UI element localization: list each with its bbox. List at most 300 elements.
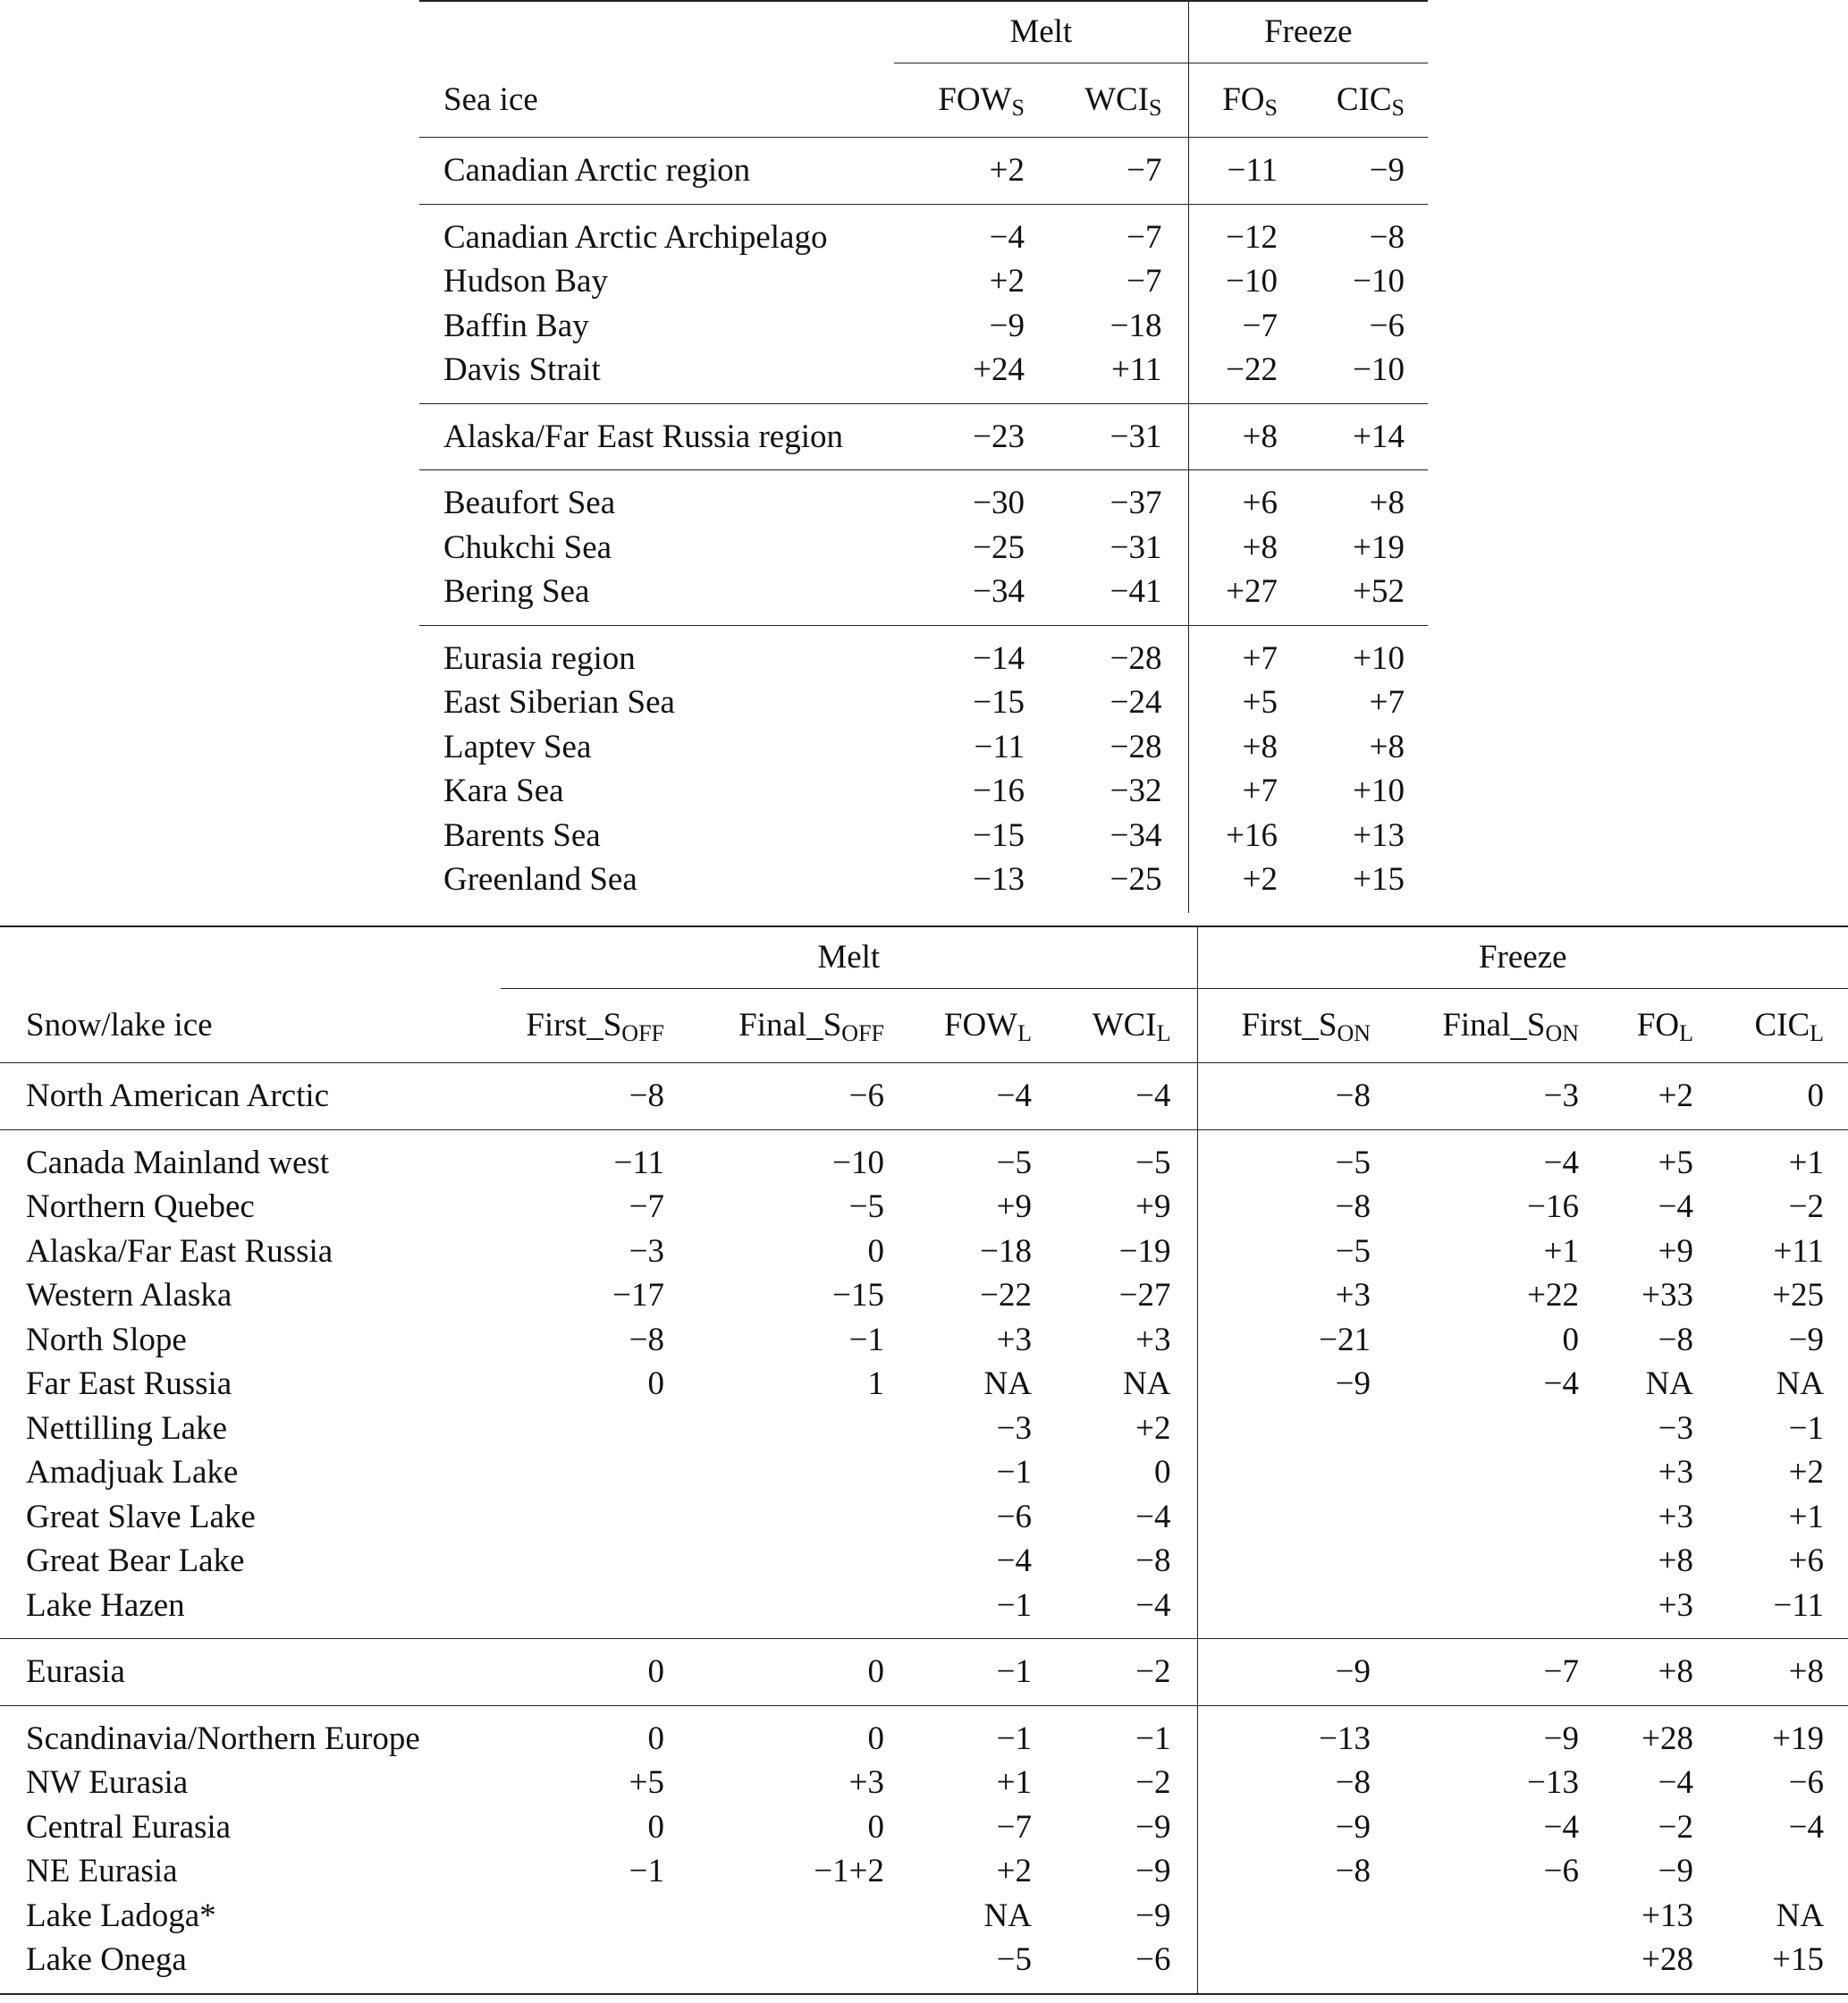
value-cell: −9 bbox=[1135, 1853, 1171, 1889]
value-cell: −1+2 bbox=[814, 1853, 884, 1889]
table-row bbox=[0, 1805, 1848, 1850]
value-cell: −23 bbox=[894, 403, 1037, 470]
value-cell: NA bbox=[1776, 1897, 1825, 1934]
row-label-header: Sea ice bbox=[419, 63, 894, 138]
value-cell bbox=[501, 1450, 677, 1495]
value-cell: +8 bbox=[1658, 1542, 1694, 1579]
table-row bbox=[0, 1495, 1848, 1540]
value-cell: −14 bbox=[894, 625, 1037, 680]
value-cell: −5 bbox=[1197, 1129, 1383, 1185]
value-cell: −1 bbox=[996, 1586, 1032, 1624]
value-cell: −31 bbox=[1037, 403, 1188, 470]
col-header-subscript: L bbox=[1679, 1020, 1694, 1046]
value-cell: −4 bbox=[1658, 1188, 1694, 1225]
value-cell: +11 bbox=[1773, 1232, 1825, 1270]
value-cell: −32 bbox=[1110, 773, 1162, 809]
col-header-base: Final_S bbox=[738, 1007, 842, 1044]
value-cell: −9 bbox=[1788, 1321, 1825, 1358]
value-cell: −27 bbox=[1118, 1277, 1171, 1314]
value-cell: −16 bbox=[1527, 1188, 1580, 1225]
value-cell: −22 bbox=[1188, 348, 1290, 403]
table-row bbox=[419, 138, 1428, 205]
value-cell: +8 bbox=[1706, 1639, 1848, 1706]
value-cell: −9 bbox=[1135, 1897, 1171, 1934]
value-cell: +9 bbox=[996, 1188, 1032, 1225]
row-label: Scandinavia/Northern Europe bbox=[0, 1705, 501, 1761]
value-cell: −10 bbox=[677, 1129, 897, 1185]
value-cell: −34 bbox=[1110, 816, 1162, 854]
table-row bbox=[419, 858, 1428, 913]
value-cell: +2 bbox=[1188, 858, 1290, 913]
value-cell: +3 bbox=[1658, 1498, 1694, 1535]
table-row bbox=[419, 680, 1428, 725]
row-label: North Slope bbox=[26, 1321, 187, 1358]
value-cell: −7 bbox=[1127, 263, 1162, 300]
col-header-base: WCI bbox=[1092, 1007, 1157, 1044]
col-header bbox=[1290, 63, 1428, 138]
value-cell bbox=[1197, 1539, 1383, 1584]
row-label: Canada Mainland west bbox=[0, 1129, 501, 1185]
col-header-subscript: L bbox=[1017, 1020, 1032, 1046]
value-cell: −6 bbox=[1369, 307, 1405, 344]
value-cell: −3 bbox=[1543, 1078, 1580, 1114]
value-cell: −9 bbox=[1197, 1805, 1383, 1850]
value-cell: +9 bbox=[1658, 1232, 1694, 1270]
col-header-base: FO bbox=[1636, 1007, 1680, 1044]
value-cell: 0 bbox=[1562, 1321, 1580, 1358]
value-cell: −34 bbox=[973, 573, 1025, 610]
value-cell: −10 bbox=[1353, 263, 1405, 300]
value-cell bbox=[1383, 1450, 1591, 1495]
value-cell bbox=[1383, 1894, 1591, 1939]
value-cell: +5 bbox=[1188, 680, 1290, 725]
value-cell bbox=[677, 1495, 897, 1540]
col-header-subscript: ON bbox=[1337, 1020, 1371, 1046]
value-cell: −15 bbox=[973, 816, 1025, 854]
table-row bbox=[419, 769, 1428, 814]
row-label: Amadjuak Lake bbox=[26, 1454, 239, 1491]
table-row bbox=[0, 1639, 1848, 1706]
table-row bbox=[419, 259, 1428, 304]
table-row bbox=[419, 470, 1428, 526]
value-cell: −24 bbox=[1110, 684, 1162, 721]
value-cell: −3 bbox=[1658, 1409, 1694, 1447]
value-cell: −11 bbox=[501, 1129, 677, 1185]
table-row bbox=[419, 403, 1428, 470]
table-row bbox=[419, 725, 1428, 770]
value-cell: +25 bbox=[1772, 1277, 1825, 1314]
column-header-row bbox=[419, 63, 1428, 138]
table-row bbox=[0, 1362, 1848, 1407]
col-header-base: FO bbox=[1222, 81, 1265, 118]
row-label: Alaska/Far East Russia region bbox=[419, 403, 894, 470]
value-cell: −6 bbox=[1788, 1764, 1825, 1801]
col-header-base: WCI bbox=[1084, 81, 1150, 118]
value-cell: −1 bbox=[996, 1454, 1032, 1491]
value-cell: −16 bbox=[973, 773, 1025, 809]
value-cell: +2 bbox=[989, 152, 1025, 189]
value-cell: −9 bbox=[1369, 152, 1405, 189]
table-row bbox=[419, 570, 1428, 625]
value-cell bbox=[1383, 1539, 1591, 1584]
value-cell: −18 bbox=[980, 1232, 1032, 1270]
value-cell bbox=[501, 1894, 677, 1939]
value-cell: −10 bbox=[1353, 351, 1405, 388]
col-header-base: FOW bbox=[943, 1007, 1018, 1044]
value-cell: NA bbox=[1123, 1365, 1171, 1402]
row-label: Baffin Bay bbox=[443, 307, 589, 344]
value-cell: −10 bbox=[1188, 259, 1290, 304]
value-cell: −3 bbox=[629, 1232, 664, 1270]
row-label: Hudson Bay bbox=[443, 263, 608, 300]
table-row bbox=[0, 1849, 1848, 1894]
value-cell: −8 bbox=[1197, 1063, 1383, 1130]
value-cell: +27 bbox=[1188, 570, 1290, 625]
melt-header: Melt bbox=[894, 1, 1188, 63]
value-cell bbox=[501, 1495, 677, 1540]
value-cell: −8 bbox=[1197, 1849, 1383, 1894]
table-row bbox=[0, 1230, 1848, 1274]
value-cell: −6 bbox=[848, 1078, 884, 1114]
value-cell: −28 bbox=[1110, 728, 1162, 765]
col-header-subscript: S bbox=[1264, 95, 1278, 121]
value-cell: −2 bbox=[1044, 1639, 1197, 1706]
value-cell: +8 bbox=[1591, 1639, 1706, 1706]
value-cell: −15 bbox=[832, 1277, 884, 1314]
value-cell: −4 bbox=[1543, 1365, 1580, 1402]
table-row bbox=[419, 204, 1428, 259]
value-cell: 0 bbox=[501, 1705, 677, 1761]
col-header bbox=[1188, 63, 1290, 138]
row-label: Far East Russia bbox=[26, 1365, 232, 1402]
row-label: Central Eurasia bbox=[26, 1808, 232, 1846]
value-cell: −4 bbox=[1383, 1129, 1591, 1185]
row-label: Beaufort Sea bbox=[419, 470, 894, 526]
value-cell: −1 bbox=[897, 1705, 1044, 1761]
value-cell bbox=[677, 1894, 897, 1939]
value-cell: −9 bbox=[1135, 1808, 1171, 1846]
table-row bbox=[0, 1129, 1848, 1185]
row-label: Chukchi Sea bbox=[443, 528, 612, 566]
value-cell: −11 bbox=[1773, 1586, 1825, 1624]
value-cell: −37 bbox=[1037, 470, 1188, 526]
value-cell: −8 bbox=[1290, 204, 1428, 259]
value-cell: +24 bbox=[973, 351, 1025, 388]
value-cell: +22 bbox=[1527, 1277, 1580, 1314]
freeze-header: Freeze bbox=[1188, 1, 1428, 63]
value-cell: −5 bbox=[1197, 1230, 1383, 1274]
value-cell: −7 bbox=[996, 1808, 1032, 1846]
col-header bbox=[897, 989, 1044, 1063]
value-cell: −41 bbox=[1110, 573, 1162, 610]
value-cell: −25 bbox=[973, 528, 1025, 566]
value-cell: +1 bbox=[1543, 1232, 1580, 1270]
value-cell bbox=[1383, 1938, 1591, 1994]
value-cell: +16 bbox=[1188, 814, 1290, 858]
value-cell: +3 bbox=[1658, 1454, 1694, 1491]
row-label: Nettilling Lake bbox=[26, 1409, 228, 1447]
value-cell bbox=[1706, 1849, 1848, 1894]
value-cell: −1 bbox=[897, 1639, 1044, 1706]
value-cell: −5 bbox=[897, 1129, 1044, 1185]
value-cell: +8 bbox=[1290, 470, 1428, 526]
row-label: Western Alaska bbox=[26, 1277, 232, 1314]
value-cell: −5 bbox=[1044, 1129, 1197, 1185]
value-cell: −8 bbox=[629, 1321, 664, 1358]
col-header-base: CIC bbox=[1754, 1007, 1810, 1044]
value-cell: +3 bbox=[1135, 1321, 1171, 1358]
row-label: North American Arctic bbox=[26, 1078, 330, 1114]
table-row bbox=[0, 1894, 1848, 1939]
value-cell: −3 bbox=[996, 1409, 1032, 1447]
value-cell: 0 bbox=[677, 1639, 897, 1706]
value-cell: +8 bbox=[1188, 526, 1290, 570]
value-cell: 1 bbox=[867, 1365, 884, 1402]
snow-lake-ice-table bbox=[0, 925, 1848, 1995]
value-cell: 0 bbox=[1807, 1078, 1825, 1114]
table-row bbox=[419, 814, 1428, 858]
value-cell: −13 bbox=[1527, 1764, 1580, 1801]
value-cell: 0 bbox=[501, 1639, 677, 1706]
table-row bbox=[0, 1938, 1848, 1994]
value-cell: −8 bbox=[629, 1078, 664, 1114]
value-cell bbox=[677, 1539, 897, 1584]
value-cell: +19 bbox=[1706, 1705, 1848, 1761]
value-cell: −6 bbox=[1543, 1853, 1580, 1889]
row-label: Davis Strait bbox=[443, 351, 601, 388]
col-header-subscript: S bbox=[1391, 95, 1405, 121]
value-cell: +33 bbox=[1641, 1277, 1694, 1314]
row-label: Barents Sea bbox=[443, 816, 601, 854]
value-cell: −8 bbox=[1197, 1185, 1383, 1230]
value-cell: +10 bbox=[1353, 773, 1405, 809]
value-cell: +1 bbox=[1706, 1129, 1848, 1185]
table-row bbox=[0, 1407, 1848, 1451]
value-cell: +10 bbox=[1290, 625, 1428, 680]
value-cell: +5 bbox=[1591, 1129, 1706, 1185]
row-label: Lake Ladoga* bbox=[26, 1897, 216, 1934]
value-cell: −13 bbox=[1197, 1705, 1383, 1761]
value-cell: −4 bbox=[996, 1078, 1032, 1114]
value-cell: +28 bbox=[1591, 1705, 1706, 1761]
value-cell: −5 bbox=[848, 1188, 884, 1225]
table-row bbox=[0, 1273, 1848, 1318]
col-header-base: CIC bbox=[1336, 81, 1392, 118]
col-header-subscript: S bbox=[1011, 95, 1025, 121]
row-label: Northern Quebec bbox=[26, 1188, 255, 1225]
row-label: Canadian Arctic region bbox=[443, 152, 751, 189]
row-label-header: Snow/lake ice bbox=[0, 989, 501, 1063]
value-cell: −4 bbox=[1658, 1764, 1694, 1801]
melt-header: Melt bbox=[501, 926, 1197, 989]
value-cell: −9 bbox=[1658, 1853, 1694, 1889]
col-header bbox=[677, 989, 897, 1063]
row-label: Alaska/Far East Russia bbox=[26, 1232, 333, 1270]
value-cell: −13 bbox=[973, 861, 1025, 898]
value-cell: −7 bbox=[1188, 304, 1290, 349]
value-cell: −6 bbox=[1135, 1941, 1171, 1978]
value-cell: −2 bbox=[1135, 1764, 1171, 1801]
value-cell: +14 bbox=[1290, 403, 1428, 470]
row-label: NW Eurasia bbox=[26, 1764, 189, 1801]
row-label: Greenland Sea bbox=[443, 861, 637, 898]
value-cell: −4 bbox=[1788, 1808, 1825, 1846]
value-cell: +8 bbox=[1188, 403, 1290, 470]
table-row bbox=[0, 1761, 1848, 1805]
value-cell: 0 bbox=[677, 1705, 897, 1761]
value-cell bbox=[1197, 1407, 1383, 1451]
value-cell bbox=[1383, 1407, 1591, 1451]
value-cell: +13 bbox=[1353, 816, 1405, 854]
value-cell: +6 bbox=[1788, 1542, 1825, 1579]
row-label: Kara Sea bbox=[443, 773, 564, 809]
col-header bbox=[1706, 989, 1848, 1063]
value-cell: 0 bbox=[1154, 1454, 1171, 1491]
value-cell: −8 bbox=[1197, 1761, 1383, 1805]
column-header-row bbox=[0, 989, 1848, 1063]
value-cell: NA bbox=[1776, 1365, 1825, 1402]
value-cell: −2 bbox=[1658, 1808, 1694, 1846]
value-cell: −11 bbox=[1188, 138, 1290, 205]
value-cell: NA bbox=[1645, 1365, 1694, 1402]
value-cell: +2 bbox=[1788, 1454, 1825, 1491]
col-header bbox=[1383, 989, 1591, 1063]
value-cell: +1 bbox=[996, 1764, 1032, 1801]
table-row bbox=[419, 625, 1428, 680]
value-cell: +19 bbox=[1353, 528, 1405, 566]
value-cell bbox=[501, 1539, 677, 1584]
row-label: Great Slave Lake bbox=[26, 1498, 256, 1535]
value-cell: +52 bbox=[1353, 573, 1405, 610]
col-header-subscript: OFF bbox=[841, 1020, 884, 1046]
col-header-base: Final_S bbox=[1442, 1007, 1546, 1044]
value-cell: +15 bbox=[1353, 861, 1405, 898]
value-cell: +3 bbox=[1658, 1586, 1694, 1624]
value-cell: −9 bbox=[1197, 1362, 1383, 1407]
row-label: Laptev Sea bbox=[443, 728, 592, 765]
value-cell: −6 bbox=[996, 1498, 1032, 1535]
value-cell: +3 bbox=[1197, 1273, 1383, 1318]
value-cell: −12 bbox=[1188, 204, 1290, 259]
row-label: Canadian Arctic Archipelago bbox=[419, 204, 894, 259]
sea-ice-body bbox=[419, 138, 1428, 913]
value-cell bbox=[501, 1407, 677, 1451]
value-cell: NA bbox=[983, 1365, 1032, 1402]
table-row bbox=[419, 348, 1428, 403]
value-cell: −9 bbox=[1383, 1705, 1591, 1761]
value-cell: +2 bbox=[996, 1853, 1032, 1889]
value-cell: +7 bbox=[1369, 684, 1405, 721]
freeze-header: Freeze bbox=[1197, 926, 1848, 989]
value-cell: −8 bbox=[1658, 1321, 1694, 1358]
value-cell bbox=[1197, 1894, 1383, 1939]
table-row bbox=[0, 1185, 1848, 1230]
value-cell: +15 bbox=[1772, 1941, 1825, 1978]
value-cell: −1 bbox=[1044, 1705, 1197, 1761]
row-label: Great Bear Lake bbox=[26, 1542, 245, 1579]
table-row bbox=[419, 304, 1428, 349]
sea-ice-table bbox=[419, 0, 1428, 913]
value-cell: −22 bbox=[980, 1277, 1032, 1314]
value-cell bbox=[1197, 1450, 1383, 1495]
value-cell: −4 bbox=[996, 1542, 1032, 1579]
value-cell bbox=[1197, 1938, 1383, 1994]
value-cell: −18 bbox=[1110, 307, 1162, 344]
table-row bbox=[0, 1705, 1848, 1761]
row-label: NE Eurasia bbox=[26, 1853, 178, 1889]
value-cell: 0 bbox=[867, 1808, 884, 1846]
value-cell: −21 bbox=[1197, 1318, 1383, 1363]
value-cell: +3 bbox=[848, 1764, 884, 1801]
value-cell bbox=[501, 1938, 677, 1994]
col-header bbox=[1037, 63, 1188, 138]
value-cell: NA bbox=[983, 1897, 1032, 1934]
table-row bbox=[0, 1063, 1848, 1130]
table-row bbox=[0, 1584, 1848, 1639]
table-row bbox=[0, 1318, 1848, 1363]
value-cell: 0 bbox=[647, 1365, 664, 1402]
value-cell: +28 bbox=[1641, 1941, 1694, 1978]
value-cell: 0 bbox=[867, 1232, 884, 1270]
col-header-base: First_S bbox=[1241, 1007, 1337, 1044]
value-cell bbox=[677, 1450, 897, 1495]
value-cell bbox=[1197, 1495, 1383, 1540]
value-cell: +2 bbox=[1135, 1409, 1171, 1447]
col-header-base: FOW bbox=[938, 81, 1012, 118]
col-header-subscript: S bbox=[1149, 95, 1162, 121]
col-header bbox=[1044, 989, 1197, 1063]
value-cell: −5 bbox=[996, 1941, 1032, 1978]
value-cell bbox=[501, 1584, 677, 1639]
col-header-subscript: ON bbox=[1545, 1020, 1580, 1046]
value-cell: −1 bbox=[629, 1853, 664, 1889]
value-cell: −4 bbox=[894, 204, 1037, 259]
col-header bbox=[1591, 989, 1706, 1063]
value-cell: −11 bbox=[974, 728, 1025, 765]
table-row bbox=[0, 1450, 1848, 1495]
value-cell: +7 bbox=[1188, 625, 1290, 680]
row-label: East Siberian Sea bbox=[443, 684, 675, 721]
group-header-row bbox=[0, 926, 1848, 989]
value-cell: +1 bbox=[1788, 1498, 1825, 1535]
value-cell: −31 bbox=[1110, 528, 1162, 566]
value-cell: +5 bbox=[629, 1764, 664, 1801]
value-cell: −7 bbox=[1127, 152, 1162, 189]
row-label: Lake Onega bbox=[26, 1941, 187, 1978]
value-cell bbox=[1383, 1584, 1591, 1639]
value-cell: −7 bbox=[1037, 204, 1188, 259]
value-cell: +3 bbox=[996, 1321, 1032, 1358]
value-cell bbox=[677, 1407, 897, 1451]
value-cell: −4 bbox=[1543, 1808, 1580, 1846]
col-header-subscript: OFF bbox=[621, 1020, 664, 1046]
row-label: Eurasia bbox=[0, 1639, 501, 1706]
value-cell: −8 bbox=[1135, 1542, 1171, 1579]
value-cell: −7 bbox=[629, 1188, 664, 1225]
snow-lake-ice-body bbox=[0, 1063, 1848, 1994]
value-cell bbox=[677, 1938, 897, 1994]
col-header-subscript: L bbox=[1810, 1020, 1825, 1046]
value-cell: −1 bbox=[1788, 1409, 1825, 1447]
row-label: Eurasia region bbox=[419, 625, 894, 680]
value-cell: −7 bbox=[1383, 1639, 1591, 1706]
value-cell: +11 bbox=[1111, 351, 1162, 388]
value-cell bbox=[677, 1584, 897, 1639]
col-header bbox=[1197, 989, 1383, 1063]
value-cell: −1 bbox=[848, 1321, 884, 1358]
row-label: Lake Hazen bbox=[26, 1586, 185, 1624]
value-cell: +9 bbox=[1135, 1188, 1171, 1225]
